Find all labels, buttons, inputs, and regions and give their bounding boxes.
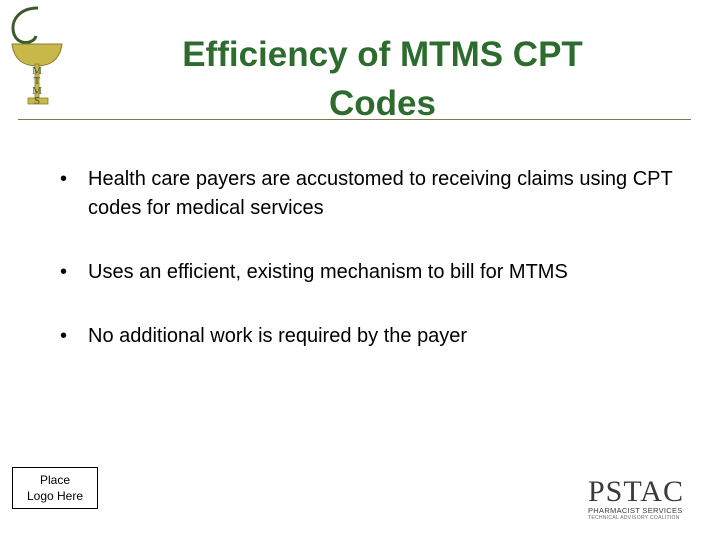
svg-text:M: M <box>32 85 42 97</box>
pstac-logo <box>588 475 696 524</box>
pstac-tagline: TECHNICAL ADVISORY COALITION <box>588 515 680 521</box>
slide-title: Efficiency of MTMS CPT Codes <box>182 35 583 123</box>
mtms-logo <box>4 4 68 112</box>
logo-placeholder <box>12 467 98 509</box>
bullet-marker: • <box>60 325 68 347</box>
pstac-subtitle: PHARMACIST SERVICES <box>588 506 683 515</box>
svg-text:S: S <box>33 95 41 107</box>
pstac-name: PSTAC <box>588 475 684 508</box>
bullet-item <box>56 258 696 287</box>
placeholder-line-2: Logo Here <box>26 489 84 503</box>
bullet-text: Uses an efficient, existing mechanism to bill for MTMS <box>88 261 568 283</box>
svg-text:T: T <box>33 75 41 87</box>
bullet-list <box>56 165 696 386</box>
bullet-marker: • <box>60 168 68 190</box>
bullet-text: Health care payers are accustomed to receiving claims using CPT codes for medical services <box>88 168 673 219</box>
title-divider <box>18 119 691 120</box>
placeholder-line-1: Place <box>39 473 71 487</box>
bullet-marker: • <box>60 261 68 283</box>
bullet-item <box>56 322 696 351</box>
svg-text:M: M <box>32 65 42 77</box>
bullet-item <box>56 165 696 223</box>
bullet-text: No additional work is required by the payer <box>88 325 468 347</box>
